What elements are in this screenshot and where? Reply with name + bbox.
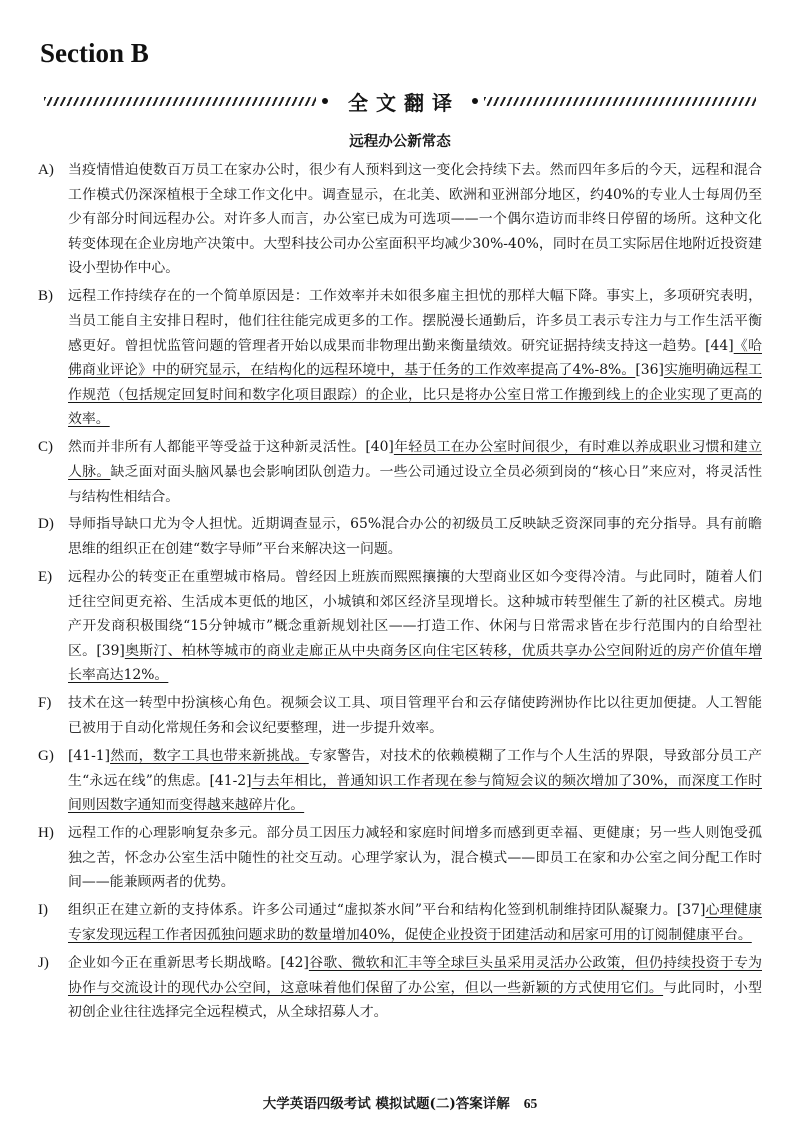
text-segment: 与此同时，小型初创企业往往选择完全远程模式，从全球招募人才。 — [68, 979, 762, 1021]
banner-label: 全文翻译 — [348, 90, 460, 115]
paragraph-text — [68, 565, 762, 688]
text-segment: 组织正在建立新的支持体系。许多公司通过“虚拟茶水间”平台和结构化签到机制维持团队凝聚力。[37] — [68, 902, 706, 919]
text-segment: 当疫情惜迫使数百万员工在家办公时，很少有人预料到这一变化会持续下去。然而四年多后的今天，远程和混合工作模式仍深深植根于全球工作文化中。调查显示，在北美、欧洲和亚洲部分地区，约40%的专业人士每周仍至少有部分时间远程办公。对许多人而言，办公室已成为可选项——一个偶尔造访而非终日停留的场所。这种文化转变体现在企业房地产决策中。大型科技公司办公室面积平均减少30%-40%，同时在员工实际居住地附近投资建设小型协作中心。 — [68, 162, 762, 277]
text-segment: 专家警告，对技术的依赖模糊了工作与个人生活的界限，导致部分员工产生“永远在线”的焦虑。[41-2] — [68, 748, 762, 789]
section-heading: Section B — [40, 38, 149, 68]
paragraph — [38, 435, 762, 509]
paragraph-text — [68, 158, 762, 281]
paragraph — [38, 512, 762, 561]
banner-dot-left — [322, 98, 328, 104]
answer-underline-segment: 与去年相比，普通知识工作者现在参与简短会议的频次增加了30%，而深度工作时间则因数字通知而变得越来越碎片化。 — [68, 772, 762, 814]
text-segment: 缺乏面对面头脑风暴也会影响团队创造力。一些公司通过设立全员必须到岗的“核心日”来应对，将灵活性与结构性相结合。 — [68, 463, 762, 505]
text-segment: 导师指导缺口尤为令人担忧。近期调查显示，65%混合办公的初级员工反映缺乏资深同事的充分指导。具有前瞻思维的组织正在创建“数字导师”平台来解决这一问题。 — [68, 516, 762, 558]
paragraph-letter: J) — [38, 954, 49, 971]
paragraph-letter: G) — [38, 748, 54, 764]
text-segment: 远程工作的心理影响复杂多元。部分员工因压力减轻和家庭时间增多而感到更幸福、更健康；另一些人则饱受孤独之苦，怀念办公室生活中随性的社交互动。心理学家认为，混合模式——即员工在家和办公室之间分配工作时间——能兼顾两者的优势。 — [68, 825, 762, 891]
paragraph-text — [68, 691, 762, 740]
paragraph-letter: I) — [38, 902, 48, 919]
paragraph-letter: F) — [38, 695, 52, 712]
page-number: 65 — [523, 1096, 538, 1111]
text-segment: [36] — [635, 362, 664, 379]
paragraph — [38, 565, 762, 688]
answer-underline-segment: 实施明确远程工作规范（包括规定回复时间和数字化项目跟踪）的企业，比只是将办公室日常工作搬到线上的企业实现了更高的效率。 — [68, 362, 762, 428]
text-segment: 远程办公的转变正在重塑城市格局。曾经因上班族而熙熙攘攘的大型商业区如今变得冷清。与此同时，随着人们迁往空间更充裕、生活成本更低的地区，小城镇和郊区经济呈现增长。这种城市转型催生了新的社区模式。房地产开发商积极围绕“15分钟城市”概念重新规划社区——打造工作、休闲与日常需求皆在步行范围内的自给型社区。[39] — [68, 569, 762, 659]
text-segment: 企业如今正在重新思考长期战略。[42] — [68, 954, 309, 971]
paragraph-text — [68, 898, 762, 947]
banner-hatch-right — [484, 97, 756, 106]
answer-underline-segment: 年轻员工在办公室时间很少，有时难以养成职业习惯和建立人脉。 — [68, 439, 762, 480]
banner-hatch-left — [44, 97, 316, 106]
article-body — [38, 158, 762, 1028]
paragraph-text — [68, 744, 762, 818]
paragraph — [38, 158, 762, 281]
paragraph — [38, 898, 762, 947]
text-segment: [41-1] — [68, 748, 111, 764]
paragraph — [38, 691, 762, 740]
paragraph — [38, 744, 762, 818]
paragraph — [38, 284, 762, 432]
answer-underline-segment: 心理健康专家发现远程工作者因孤独问题求助的数量增加40%，促使企业投资于团建活动和居家可用的订阅制健康平台。 — [68, 902, 762, 943]
text-segment: 然而并非所有人都能平等受益于这种新灵活性。[40] — [68, 439, 394, 456]
paragraph-letter: B) — [38, 288, 53, 305]
answer-underline-segment: 谷歌、微软和汇丰等全球巨头虽采用灵活办公政策，但仍持续投资于专为协作与交流设计的现代办公空间，这意味着他们保留了办公室，但以一些新颖的方式使用它们。 — [68, 954, 762, 996]
footer-text: 大学英语四级考试 模拟试题(二)答案详解 — [262, 1096, 510, 1112]
paragraph-text — [68, 512, 762, 561]
paragraph — [38, 951, 762, 1025]
paragraph-letter: D) — [38, 516, 54, 533]
answer-underline-segment: 《哈佛商业评论》中的研究显示，在结构化的远程环境中，基于任务的工作效率提高了4%-8%。 — [68, 337, 762, 379]
page-footer — [0, 1092, 800, 1112]
paragraph-letter: E) — [38, 569, 53, 586]
text-segment: 技术在这一转型中扮演核心角色。视频会议工具、项目管理平台和云存储使跨洲协作比以往更加便捷。人工智能已被用于自动化常规任务和会议纪要整理，进一步提升效率。 — [68, 695, 762, 737]
paragraph-text — [68, 435, 762, 509]
paragraph-letter: C) — [38, 439, 53, 456]
paragraph-letter: H) — [38, 825, 54, 842]
paragraph-text — [68, 821, 762, 895]
article-title: 远程办公新常态 — [349, 134, 451, 150]
banner-dot-right — [472, 98, 478, 104]
paragraph — [38, 821, 762, 895]
paragraph-letter: A) — [38, 162, 54, 178]
paragraph-text — [68, 284, 762, 432]
paragraph-text — [68, 951, 762, 1025]
answer-underline-segment: 然而，数字工具也带来新挑战。 — [110, 748, 309, 764]
translation-banner — [44, 88, 756, 114]
text-segment: 远程工作持续存在的一个简单原因是：工作效率并未如很多雇主担忧的那样大幅下降。事实上，多项研究表明，当员工能自主安排日程时，他们往往能完成更多的工作。摆脱漫长通勤后，许多员工表示专注力与工作生活平衡感更好。曾担忧监管问题的管理者开始以成果而非物理出勤来衡量绩效。研究证据持续支持这一趋势。[44] — [68, 288, 762, 354]
answer-underline-segment: 奥斯汀、柏林等城市的商业走廊正从中央商务区向住宅区转移，优质共享办公空间附近的房产价值年增长率高达12%。 — [68, 642, 763, 684]
